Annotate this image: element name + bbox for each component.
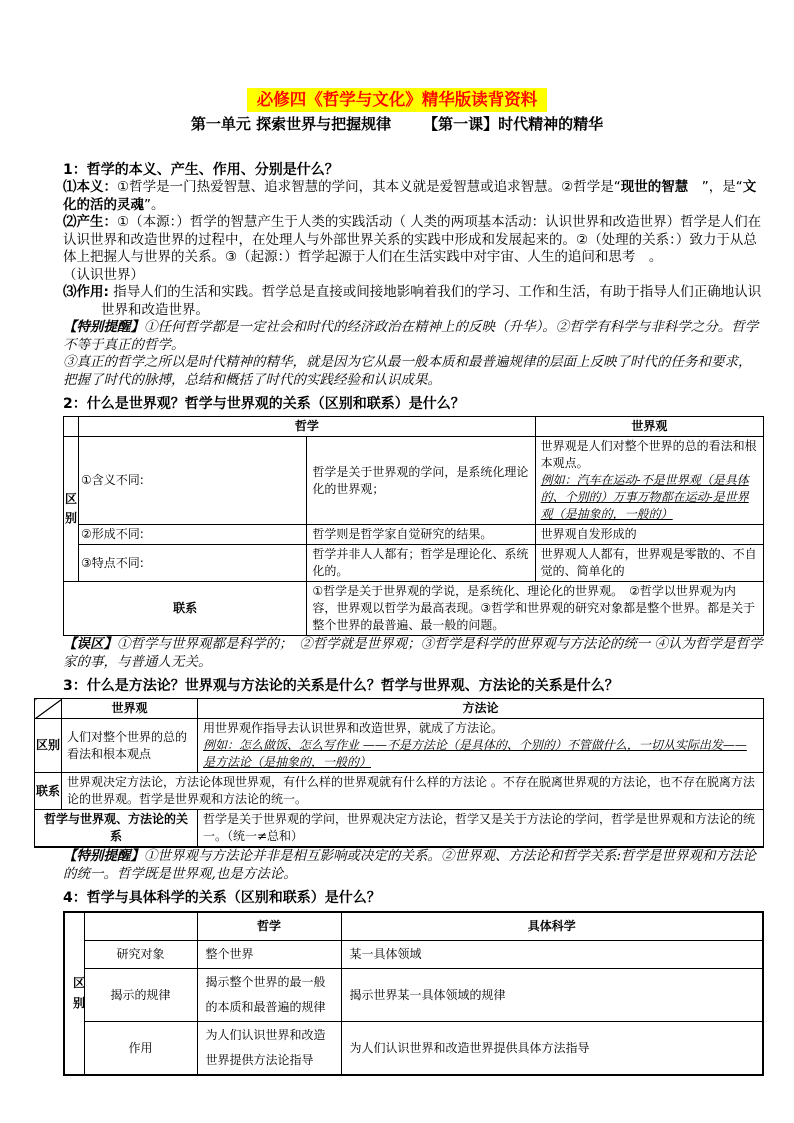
table-row	[35, 773, 764, 810]
column-header-methodology: 方法论	[198, 699, 764, 719]
aspect-label: 研究对象	[84, 941, 197, 969]
question-2-heading: 2：什么是世界观？哲学与世界观的关系（区别和联系）是什么？	[63, 396, 465, 412]
table-row	[35, 699, 764, 719]
lesson-title: 【第一课】时代精神的精华	[423, 115, 604, 133]
table-row	[35, 719, 764, 773]
philosophy-science-table	[63, 911, 764, 1076]
sub-label: ①含义不同:	[79, 437, 307, 525]
table-row	[64, 582, 764, 636]
column-header-philosophy: 哲学	[197, 912, 341, 941]
text-segment: ①（本源：）哲学的智慧产生于人类的实践活动（ 人类的两项基本活动：认识世界和改造世界）哲学是人们在认识世界和改造世界的过程中，在处理人与外部世界关系的实践中形成和发展起来的。②（处理的关系：）致力于从总体上把握人与世界的关系。③（起源：）哲学起源于人们在生活实践中对宇宙、人生的追问和思考 。	[63, 214, 762, 265]
cell-worldview-example: 例如：汽车在运动-不是世界观（是具体的、个别的）万事万物都在运动-是世界观（是抽象的，一般的）	[540, 473, 749, 521]
text-segment: 【特别提醒】	[63, 848, 144, 864]
cell-worldview: 世界观自发形成的	[535, 525, 763, 545]
cell-science: 为人们认识世界和改造世界提供具体方法指导	[341, 1022, 763, 1076]
table-row	[64, 525, 764, 545]
table-row	[64, 912, 763, 941]
text-segment: 【特别提醒】	[63, 319, 144, 335]
table-row	[35, 810, 764, 848]
q1-paragraph-origin	[63, 214, 764, 267]
cell-philosophy: 哲学是关于世界观的学问，是系统化理论化的世界观；	[307, 437, 535, 525]
link-text-cell: 世界观决定方法论，方法论体现世界观，有什么样的世界观就有什么样的方法论 。不存在脱离世界观的方法论，也不存在脱离方法论的世界观。哲学是世界观和方法论的统一。	[62, 773, 764, 810]
aspect-label: 揭示的规律	[84, 969, 197, 1022]
text-segment: ”，是“	[688, 179, 743, 195]
document-subtitle	[30, 113, 764, 135]
text-segment: ①世界观与方法论并非是相互影响或决定的关系。②世界观、方法论和哲学关系:哲学是世界观和方法论的统一。哲学既是世界观,也是方法论。	[63, 848, 757, 882]
text-segment: ①哲学是一门热爱智慧、追求智慧的学问，其本义就是爱智慧或追求智慧。②哲学是“	[117, 179, 621, 195]
relation-text-cell: 哲学是关于世界观的学问，世界观决定方法论，哲学又是关于方法论的学问，哲学是世界观和方法论的统一。（统一≠总和）	[198, 810, 764, 848]
cell-methodology-main: 用世界观作指导去认识世界和改造世界，就成了方法论。	[203, 721, 504, 735]
cell-methodology	[198, 719, 764, 773]
cell-worldview	[535, 437, 763, 525]
cell-philosophy: 为人们认识世界和改造世界提供方法论指导	[197, 1022, 341, 1076]
document-title: 必修四《哲学与文化》精华版读背资料	[247, 88, 548, 112]
link-label: 联系	[64, 582, 307, 636]
link-label: 联系	[35, 773, 62, 810]
question-1-heading: 1：哲学的本义、产生、作用、分别是什么？	[63, 162, 339, 178]
table-row	[64, 437, 764, 525]
text-segment: ⑶作用:	[63, 284, 109, 300]
empty-corner-cell	[84, 912, 197, 941]
worldview-methodology-table	[34, 698, 764, 848]
text-segment: ”。	[144, 196, 165, 213]
cell-worldview: 世界观人人都有，世界观是零散的、不自觉的、简单化的	[535, 545, 763, 582]
column-header-science: 具体科学	[341, 912, 763, 941]
text-segment: ③真正的哲学之所以是时代精神的精华，就是因为它从最一般本质和最普遍规律的层面上反映了时代的任务和要求，把握了时代的脉搏，总结和概括了时代的实践经验和认识成果。	[63, 354, 752, 388]
link-text-cell: ①哲学是关于世界观的学说，是系统化、理论化的世界观。 ②哲学以世界观为内容，世界观以哲学为最高表现。③哲学和世界观的研究对象都是整个世界。都是关于整个世界的最普遍、最一般的问题。	[307, 582, 764, 636]
column-header-philosophy: 哲学	[79, 417, 536, 437]
question-4-heading: 4：哲学与具体科学的关系（区别和联系）是什么？	[63, 890, 381, 906]
philosophy-worldview-table	[63, 416, 764, 636]
q2-misconception	[63, 636, 764, 671]
text-segment: 指导人们的生活和实践。哲学总是直接或间接地影响着我们的学习、工作和生活，有助于指导人们正确地认识世界和改造世界。	[101, 284, 762, 318]
q3-special-reminder	[63, 848, 764, 883]
aspect-label: 作用	[84, 1022, 197, 1076]
cell-philosophy: 哲学并非人人都有；哲学是理论化、系统化的。	[307, 545, 535, 582]
column-header-worldview: 世界观	[535, 417, 763, 437]
text-segment: ①哲学与世界观都是科学的； ②哲学就是世界观；③哲学是科学的世界观与方法论的统一 ④认为哲学是哲学家的事，与普通人无关。	[63, 636, 763, 670]
q1-paragraph-origin-note	[63, 267, 764, 285]
cell-worldview-main: 世界观是人们对整个世界的总的看法和根本观点。	[540, 439, 757, 470]
unit-title: 第一单元 探索世界与把握规律	[190, 115, 392, 133]
sub-label: ③特点不同:	[79, 545, 307, 582]
table-row	[64, 941, 763, 969]
table-row	[64, 1022, 763, 1076]
cell-philosophy: 整个世界	[197, 941, 341, 969]
q1-paragraph-meaning	[63, 179, 764, 214]
table-row	[64, 417, 764, 437]
table-row	[64, 545, 764, 582]
cell-science: 揭示世界某一具体领域的规律	[341, 969, 763, 1022]
cell-philosophy: 哲学则是哲学家自觉研究的结果。	[307, 525, 535, 545]
text-segment: ⑴本义：	[63, 179, 117, 195]
text-segment: （认识世界）	[63, 266, 144, 283]
q1-paragraph-function	[63, 284, 764, 319]
q1-special-reminder-2	[63, 354, 764, 389]
difference-label: 区别	[35, 719, 62, 773]
cell-philosophy: 揭示整个世界的最一般的本质和最普遍的规律	[197, 969, 341, 1022]
column-header-worldview: 世界观	[62, 699, 198, 719]
text-segment: ①任何哲学都是一定社会和时代的经济政治在精神上的反映（升华）。②哲学有科学与非科学之分。哲学不等于真正的哲学。	[63, 319, 759, 353]
text-segment: 文化的活的灵魂	[63, 179, 757, 213]
text-segment: 现世的智慧	[620, 179, 689, 195]
text-segment: ⑵产生：	[63, 214, 117, 230]
difference-label: 区别	[64, 437, 79, 582]
diagonal-divider-cell	[35, 699, 62, 719]
table-row	[64, 969, 763, 1022]
cell-worldview: 人们对整个世界的总的看法和根本观点	[62, 719, 198, 773]
sub-label: ②形成不同:	[79, 525, 307, 545]
difference-label: 区别	[64, 912, 84, 1075]
text-segment: 【误区】	[63, 636, 117, 652]
q1-special-reminder	[63, 319, 764, 354]
empty-corner-cell	[64, 417, 79, 437]
question-3-heading: 3：什么是方法论？世界观与方法论的关系是什么？哲学与世界观、方法论的关系是什么？	[63, 678, 619, 694]
cell-methodology-example: 例如：怎么做饭、怎么写作业 ——不是方法论（是具体的、个别的）不管做什么，一切从实际出发——是方法论（是抽象的，一般的）	[203, 738, 747, 769]
cell-science: 某一具体领域	[341, 941, 763, 969]
relation-label: 哲学与世界观、方法论的关系	[35, 810, 198, 848]
